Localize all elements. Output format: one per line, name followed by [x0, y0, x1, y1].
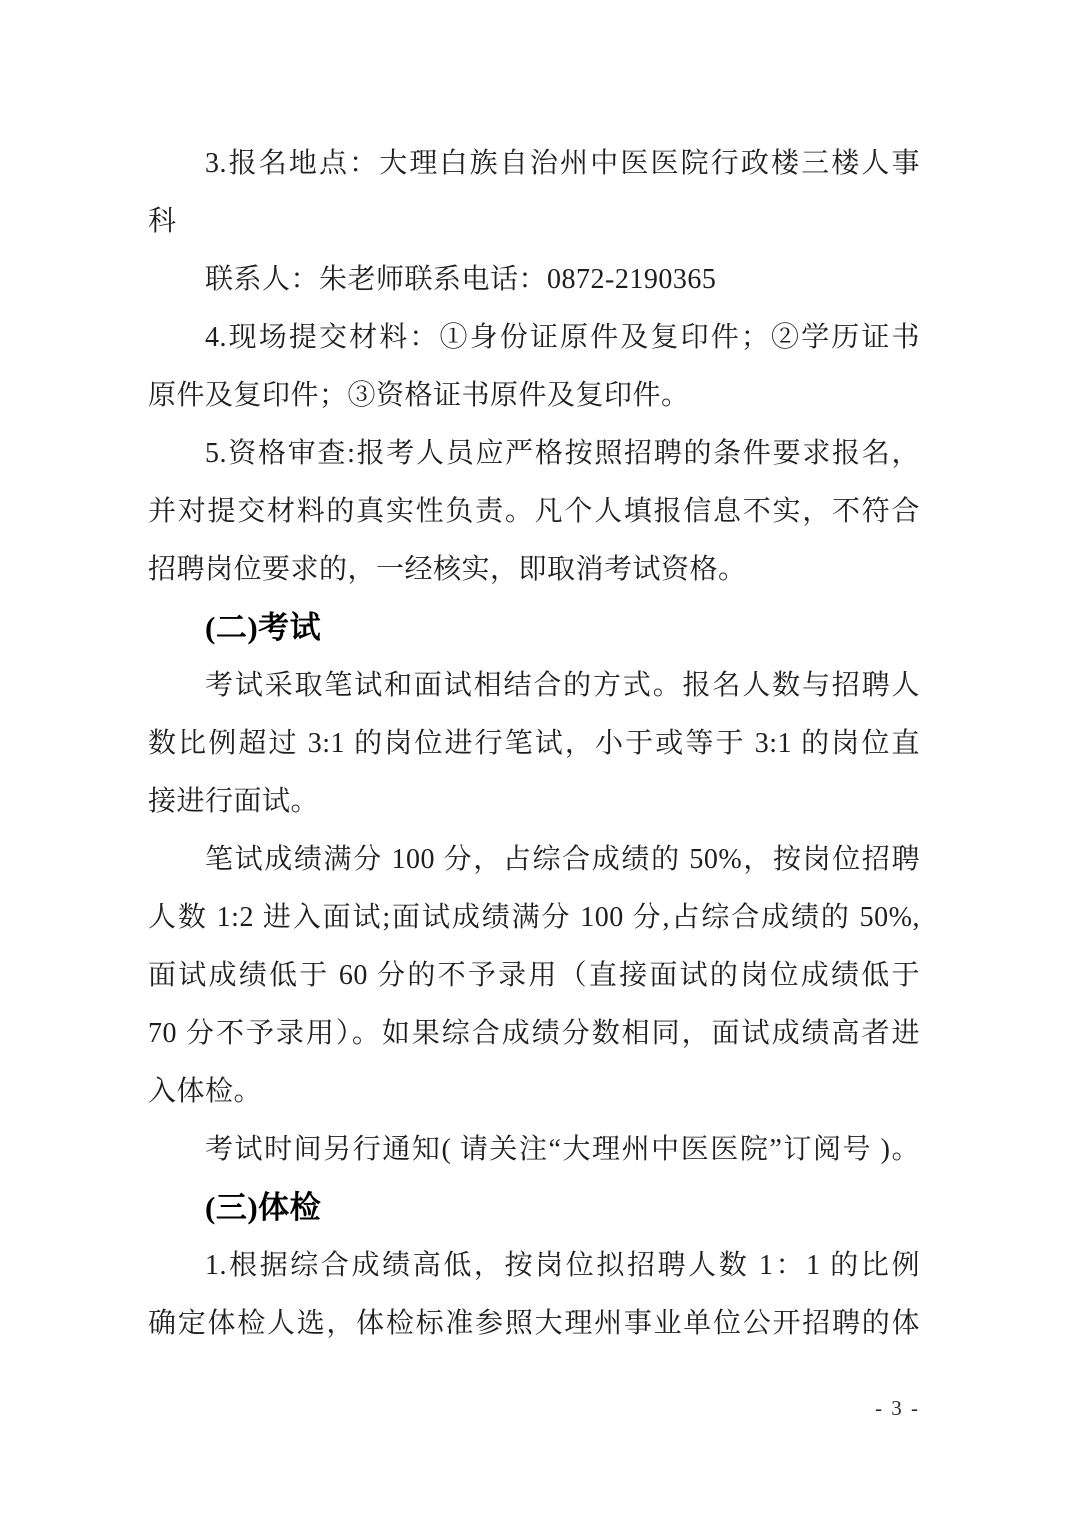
paragraph-line: 入体检。 [148, 1076, 263, 1107]
paragraph-line: 笔试成绩满分 100 分，占综合成绩的 50%，按岗位招聘 [205, 844, 920, 875]
document-body [148, 135, 920, 1353]
paragraph-line: 3.报名地点：大理白族自治州中医医院行政楼三楼人事 [205, 148, 920, 179]
paragraph-line: 联系人：朱老师联系电话：0872-2190365 [205, 264, 717, 295]
paragraph-line: 确定体检人选，体检标准参照大理州事业单位公开招聘的体 [148, 1308, 920, 1339]
paragraph-line: 科 [148, 206, 177, 237]
paragraph-line: 1.根据综合成绩高低，按岗位拟招聘人数 1：1 的比例 [205, 1250, 920, 1281]
paragraph-line: 并对提交材料的真实性负责。凡个人填报信息不实，不符合 [148, 496, 920, 527]
paragraph-line: 数比例超过 3:1 的岗位进行笔试，小于或等于 3:1 的岗位直 [148, 728, 920, 759]
paragraph-line: 考试采取笔试和面试相结合的方式。报名人数与招聘人 [205, 670, 920, 701]
section-heading-exam: (二)考试 [205, 610, 322, 645]
paragraph-line: 5.资格审查:报考人员应严格按照招聘的条件要求报名， [205, 438, 920, 469]
paragraph-line: 70 分不予录用）。如果综合成绩分数相同，面试成绩高者进 [148, 1018, 920, 1049]
paragraph-line: 4.现场提交材料：①身份证原件及复印件；②学历证书 [205, 322, 920, 353]
page-number: - 3 - [875, 1396, 920, 1420]
paragraph-line: 人数 1:2 进入面试;面试成绩满分 100 分,占综合成绩的 50%, [148, 902, 920, 933]
paragraph-line: 招聘岗位要求的，一经核实，即取消考试资格。 [148, 554, 747, 585]
paragraph-line: 考试时间另行通知( 请关注“大理州中医医院”订阅号 )。 [205, 1134, 920, 1165]
section-heading-physical-exam: (三)体检 [205, 1190, 322, 1225]
paragraph-line: 面试成绩低于 60 分的不予录用（直接面试的岗位成绩低于 [148, 960, 920, 991]
paragraph-line: 原件及复印件；③资格证书原件及复印件。 [148, 380, 690, 411]
paragraph-line: 接进行面试。 [148, 786, 320, 817]
